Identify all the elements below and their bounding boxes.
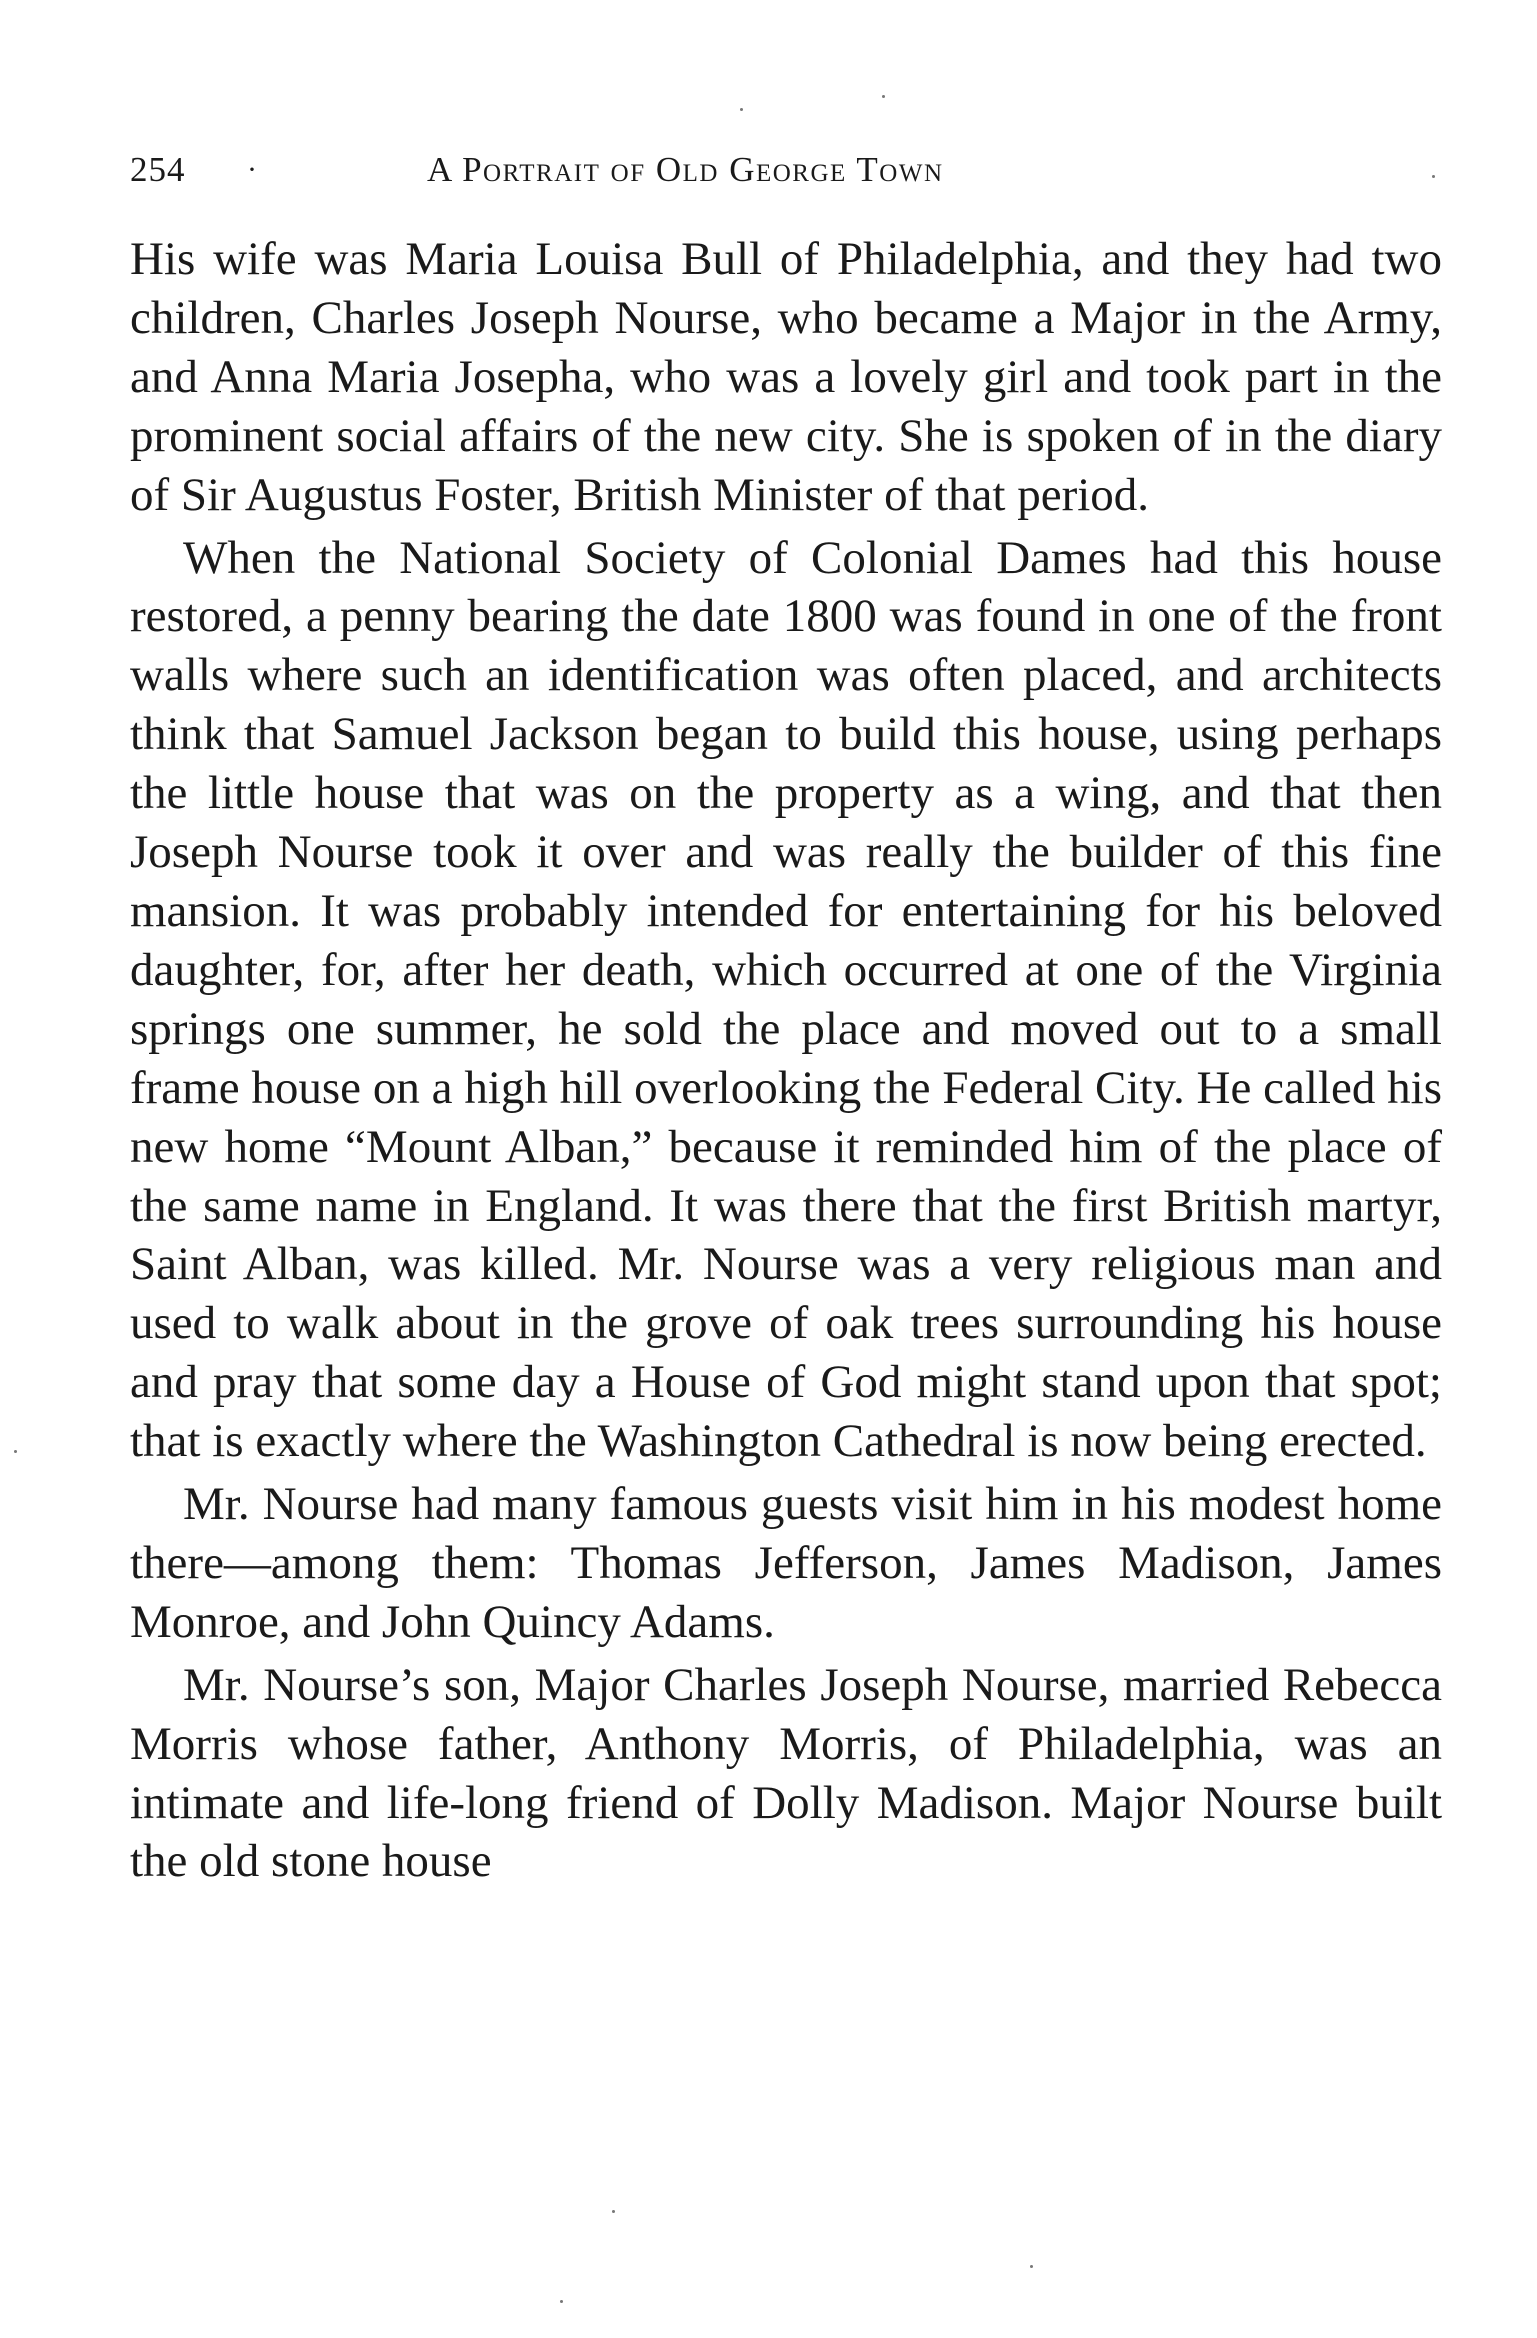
scan-speck xyxy=(740,108,743,111)
scan-speck xyxy=(882,95,885,98)
body-text xyxy=(130,230,1442,1891)
scan-speck xyxy=(14,1450,17,1453)
scan-speck xyxy=(560,2300,563,2303)
paragraph-4: Mr. Nourse’s son, Major Charles Joseph Nourse, married Rebecca Morris whose father, Anthony Morris, of Philadelphia, was an intimate and life-long friend of Dolly Madison. Major Nourse built the old stone house xyxy=(130,1658,1442,1888)
paragraph-2: When the National Society of Colonial Dames had this house restored, a penny bearing the date 1800 was found in one of the front walls where such an identification was often placed, and architects think that Samuel Jackson began to build this house, using perhaps the little house that was on the property as a wing, and that then Joseph Nourse took it over and was really the builder of this fine mansion. It was probably intended for entertaining for his beloved daughter, for, after her death, which occurred at one of the Virginia springs one summer, he sold the place and moved out to a small frame house on a high hill overlooking the Federal City. He called his new home “Mount Alban,” because it reminded him of the place of the same name in England. It was there that the first British martyr, Saint Alban, was killed. Mr. Nourse was a very religious man and used to walk about in the grove of oak trees surrounding his house and pray that some day a House of God might stand upon that spot; that is exactly where the Washington Cathedral is now being erected. xyxy=(130,531,1442,1468)
scan-speck xyxy=(1432,175,1435,178)
scan-speck xyxy=(1030,2265,1033,2268)
page-number: 254 xyxy=(130,150,186,189)
book-page xyxy=(130,140,1442,1891)
running-head xyxy=(130,140,1442,200)
paragraph-1: His wife was Maria Louisa Bull of Philadelphia, and they had two children, Charles Joseph Nourse, who became a Major in the Army, and Anna Maria Josepha, who was a lovely girl and took part in the prominent social affairs of the new city. She is spoken of in the diary of Sir Augustus Foster, British Minister of that period. xyxy=(130,233,1442,521)
scan-speck xyxy=(612,2210,615,2213)
running-title: A Portrait of Old George Town xyxy=(427,150,944,189)
paragraph-3: Mr. Nourse had many famous guests visit him in his modest home there—among them: Thomas Jefferson, James Madison, James Monroe, and John Quincy Adams. xyxy=(130,1478,1442,1648)
header-separator: · xyxy=(247,153,258,186)
